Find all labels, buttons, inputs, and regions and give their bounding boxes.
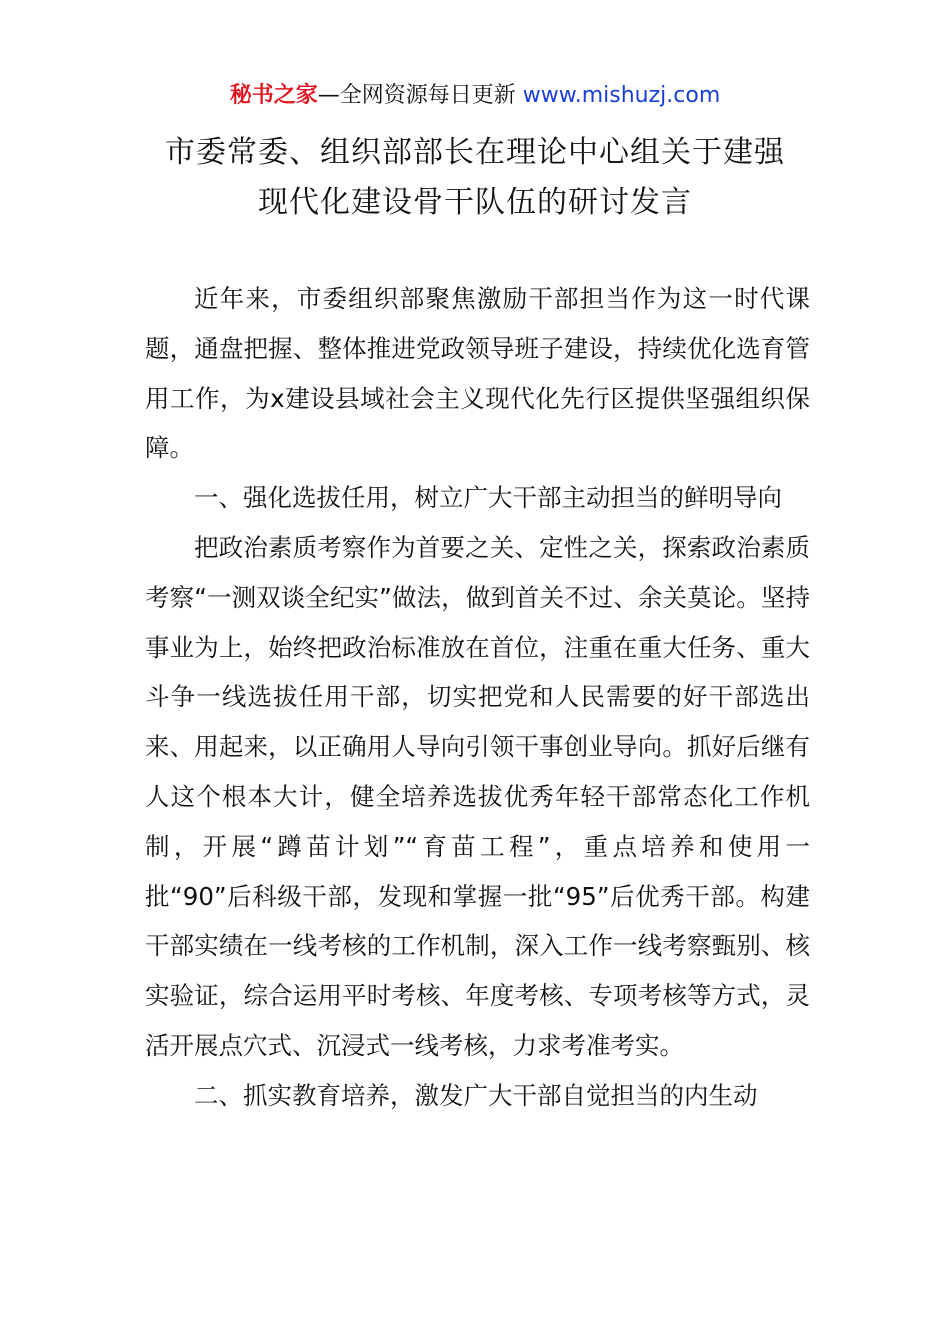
title-line-1: 市委常委、组织部部长在理论中心组关于建强 [165, 135, 785, 170]
intro-paragraph: 近年来，市委组织部聚焦激励干部担当作为这一时代课题，通盘把握、整体推进党政领导班子建设，持续优化选育管用工作，为x建设县域社会主义现代化先行区提供坚强组织保障。 [145, 284, 810, 463]
document-body [145, 274, 810, 1121]
brand-name: 秘书之家 [229, 83, 318, 108]
section-heading-1: 一、强化选拔任用，树立广大干部主动担当的鲜明导向 [194, 483, 782, 513]
site-slogan: —全网资源每日更新 [317, 83, 516, 108]
section-heading-2: 二、抓实教育培养，激发广大干部自觉担当的内生动 [194, 1080, 758, 1110]
body-paragraph: 把政治素质考察作为首要之关、定性之关，探索政治素质考察“一测双谈全纪实”做法，做到首关不过、余关莫论。坚持事业为上，始终把政治标准放在首位，注重在重大任务、重大斗争一线选拔任用干部，切实把党和人民需要的好干部选出来、用起来，以正确用人导向引领干事创业导向。抓好后继有人这个根本大计，健全培养选拔优秀年轻干部常态化工作机制，开展“蹲苗计划”“育苗工程”，重点培养和使用一批“90”后科级干部，发现和掌握一批“95”后优秀干部。构建干部实绩在一线考核的工作机制，深入工作一线考察甄别、核实验证，综合运用平时考核、年度考核、专项考核等方式，灵活开展点穴式、沉浸式一线考核，力求考准考实。 [145, 532, 810, 1060]
site-url-link[interactable]: www.mishuzj.com [522, 83, 721, 108]
title-line-2: 现代化建设骨干队伍的研讨发言 [258, 185, 692, 220]
site-header [0, 80, 950, 112]
document-title [60, 128, 890, 228]
